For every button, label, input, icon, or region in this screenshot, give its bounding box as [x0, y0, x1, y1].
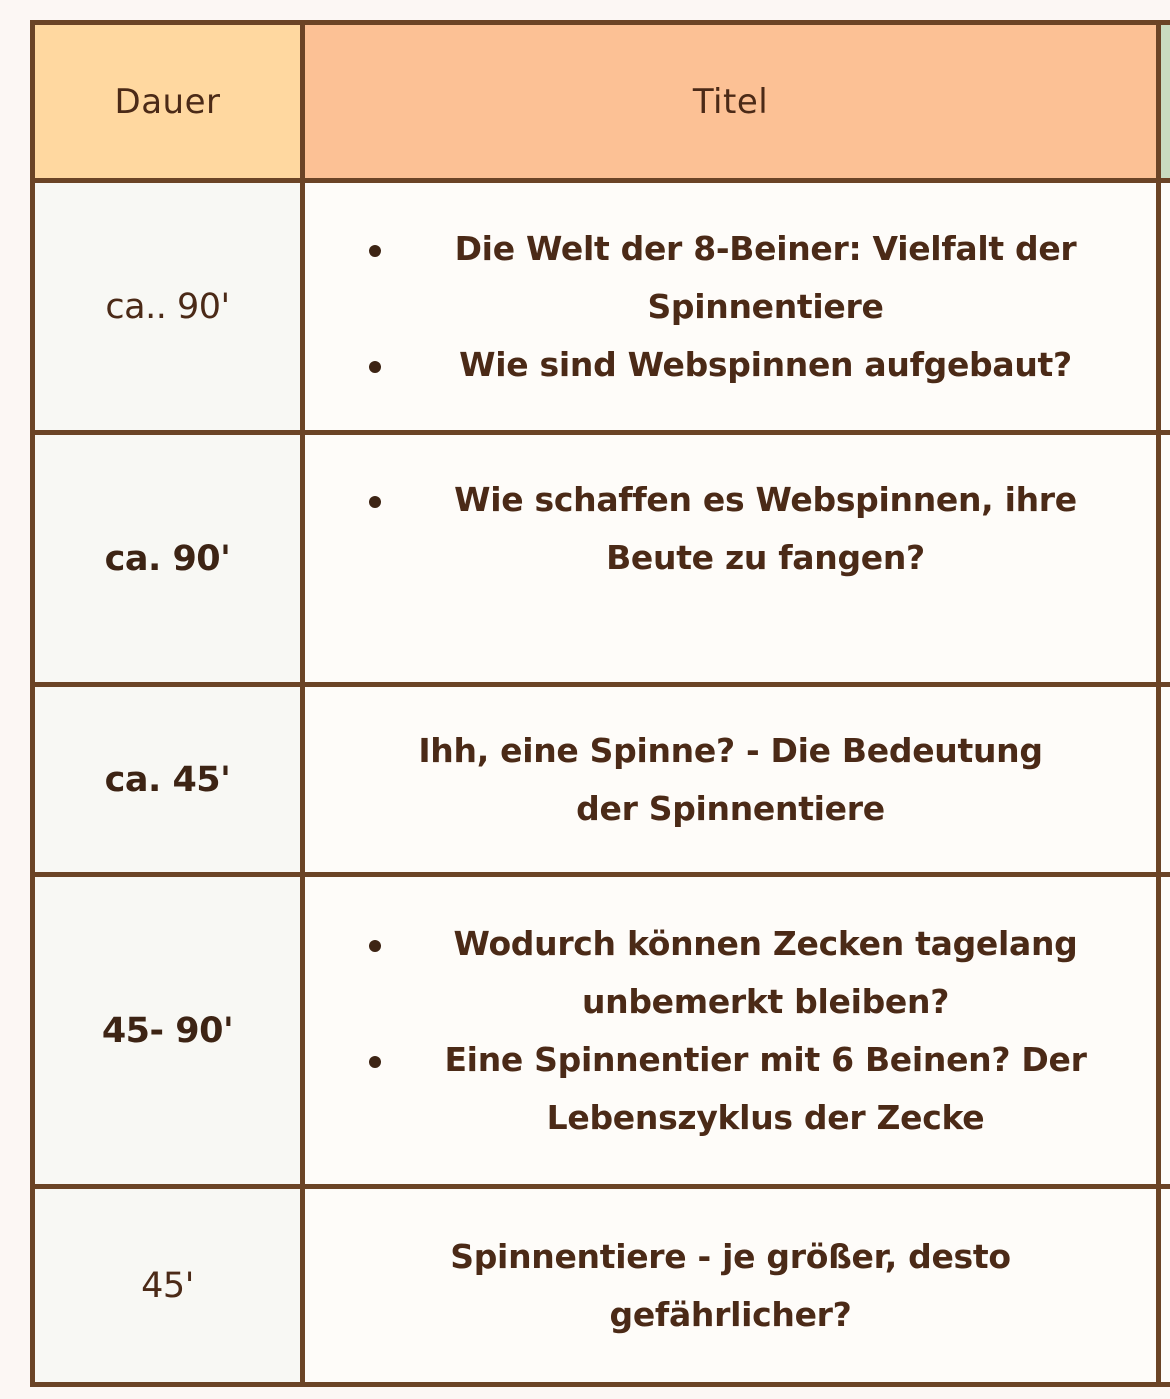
- title-list: [305, 471, 1156, 587]
- cropped-cell: [1159, 433, 1170, 685]
- list-item: [305, 471, 1156, 587]
- bullet-icon: [369, 245, 381, 257]
- title-text: Die Welt der 8-Beiner: Vielfalt der Spinnentiere: [454, 228, 1077, 326]
- duration-cell: ca.. 90': [33, 181, 303, 433]
- title-text: Ihh, eine Spinne? - Die Bedeutung der Spinnentiere: [418, 730, 1043, 828]
- schedule-table-container: [30, 20, 1170, 1382]
- list-item: [305, 336, 1156, 394]
- bullet-icon: [369, 1056, 381, 1068]
- title-cell: [303, 1187, 1159, 1385]
- duration-cell: 45- 90': [33, 875, 303, 1187]
- bullet-icon: [369, 496, 381, 508]
- table-row: [33, 685, 1170, 875]
- duration-cell: 45': [33, 1187, 303, 1385]
- cropped-cell: [1159, 685, 1170, 875]
- bullet-icon: [369, 361, 381, 373]
- table-row: [33, 181, 1170, 433]
- table-header-row: [33, 23, 1170, 181]
- table-row: [33, 433, 1170, 685]
- cropped-cell: [1159, 875, 1170, 1187]
- list-item: [305, 220, 1156, 336]
- header-cropped-column: [1159, 23, 1170, 181]
- title-cell: [303, 685, 1159, 875]
- title-text: Wodurch können Zecken tagelang unbemerkt bleiben?: [453, 923, 1078, 1021]
- title-text: Eine Spinnentier mit 6 Beinen? Der Lebenszyklus der Zecke: [444, 1039, 1087, 1137]
- bullet-icon: [369, 940, 381, 952]
- title-cell: [303, 433, 1159, 685]
- duration-cell: ca. 45': [33, 685, 303, 875]
- cropped-cell: [1159, 181, 1170, 433]
- duration-cell: ca. 90': [33, 433, 303, 685]
- list-item: [305, 1031, 1156, 1147]
- title-text: Wie sind Webspinnen aufgebaut?: [459, 344, 1072, 384]
- title-list: [305, 220, 1156, 394]
- title-list: [305, 915, 1156, 1147]
- title-cell: [303, 875, 1159, 1187]
- table-row: [33, 875, 1170, 1187]
- title-cell: [303, 181, 1159, 433]
- table-row: [33, 1187, 1170, 1385]
- header-title: Titel: [303, 23, 1159, 181]
- title-text: Spinnentiere - je größer, desto gefährlicher?: [450, 1236, 1011, 1334]
- list-item: [305, 915, 1156, 1031]
- header-duration: Dauer: [33, 23, 303, 181]
- schedule-table: [30, 20, 1170, 1387]
- title-text: Wie schaffen es Webspinnen, ihre Beute zu fangen?: [454, 480, 1077, 577]
- cropped-cell: [1159, 1187, 1170, 1385]
